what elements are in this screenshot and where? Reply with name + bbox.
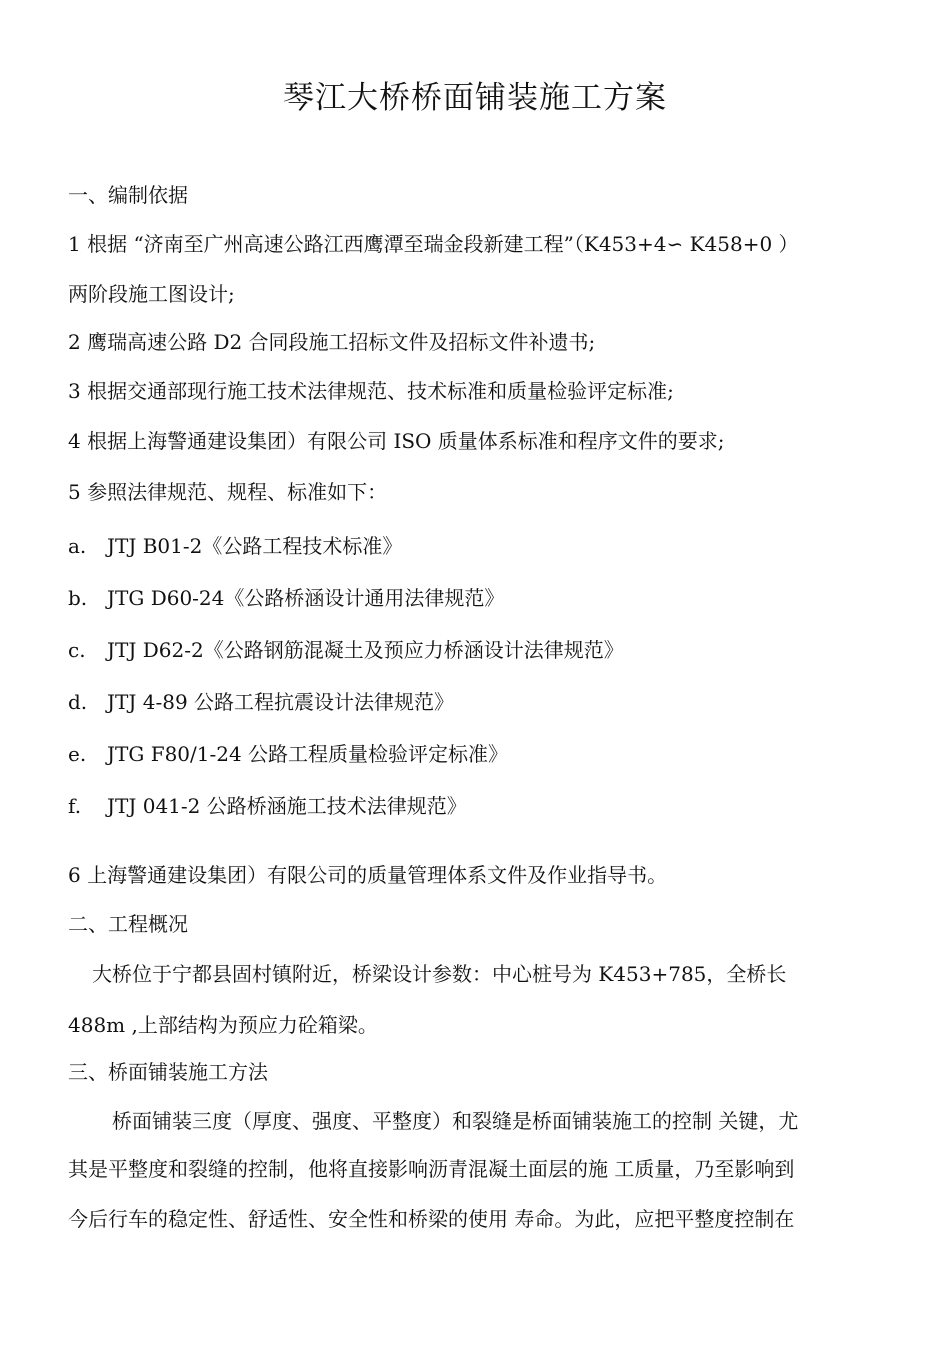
standard-item-c [68, 636, 624, 664]
standard-text: JTJ D62-2《公路钢筋混凝土及预应力桥涵设计法律规范》 [107, 638, 624, 662]
overview-para-1: 大桥位于宁都县固村镇附近，桥梁设计参数：中心桩号为 K453+785，全桥长 [92, 962, 787, 986]
standard-letter: e. [68, 742, 87, 766]
standard-letter: c. [68, 638, 86, 662]
basis-line-4: 4 根据上海警通建设集团）有限公司 ISO 质量体系标准和程序文件的要求; [68, 429, 725, 453]
basis-line-1b: 两阶段施工图设计; [68, 282, 235, 306]
standard-text: JTG F80/1-24 公路工程质量检验评定标准》 [107, 742, 509, 766]
overview-para-2: 488m ,上部结构为预应力砼箱梁。 [68, 1013, 378, 1037]
basis-line-3: 3 根据交通部现行施工技术法律规范、技术标准和质量检验评定标准; [68, 379, 674, 403]
standard-text: JTG D60-24《公路桥涵设计通用法律规范》 [107, 586, 505, 610]
standard-item-e [68, 740, 508, 768]
standard-text: JTJ B01-2《公路工程技术标准》 [107, 534, 403, 558]
basis-line-6: 6 上海警通建设集团）有限公司的质量管理体系文件及作业指导书。 [68, 863, 668, 887]
method-para-2: 其是平整度和裂缝的控制，他将直接影响沥青混凝土面层的施 工质量，乃至影响到 [68, 1157, 795, 1181]
section3-heading: 三、桥面铺装施工方法 [68, 1060, 268, 1084]
standard-text: JTJ 4-89 公路工程抗震设计法律规范》 [107, 690, 455, 714]
standard-item-a [68, 532, 402, 560]
method-para-3: 今后行车的稳定性、舒适性、安全性和桥梁的使用 寿命。为此，应把平整度控制在 [68, 1207, 795, 1231]
basis-line-1a: 1 根据 “济南至广州高速公路江西鹰潭至瑞金段新建工程”（K453+4∽ K458+0 ） [68, 232, 799, 256]
standard-text: JTJ 041-2 公路桥涵施工技术法律规范》 [107, 794, 467, 818]
document-title: 琴江大桥桥面铺装施工方案 [283, 80, 667, 116]
standard-letter: f. [68, 794, 82, 818]
standard-item-f [68, 792, 467, 820]
section2-heading: 二、工程概况 [68, 912, 188, 936]
standard-letter: a. [68, 534, 87, 558]
method-para-1: 桥面铺装三度（厚度、强度、平整度）和裂缝是桥面铺装施工的控制 关键，尤 [112, 1109, 799, 1133]
standard-letter: b. [68, 586, 88, 610]
basis-line-5: 5 参照法律规范、规程、标准如下： [68, 480, 388, 504]
section1-heading: 一、编制依据 [68, 183, 188, 207]
standard-item-b [68, 584, 504, 612]
basis-line-2: 2 鹰瑞高速公路 D2 合同段施工招标文件及招标文件补遗书; [68, 330, 596, 354]
standard-item-d [68, 688, 454, 716]
standard-letter: d. [68, 690, 88, 714]
